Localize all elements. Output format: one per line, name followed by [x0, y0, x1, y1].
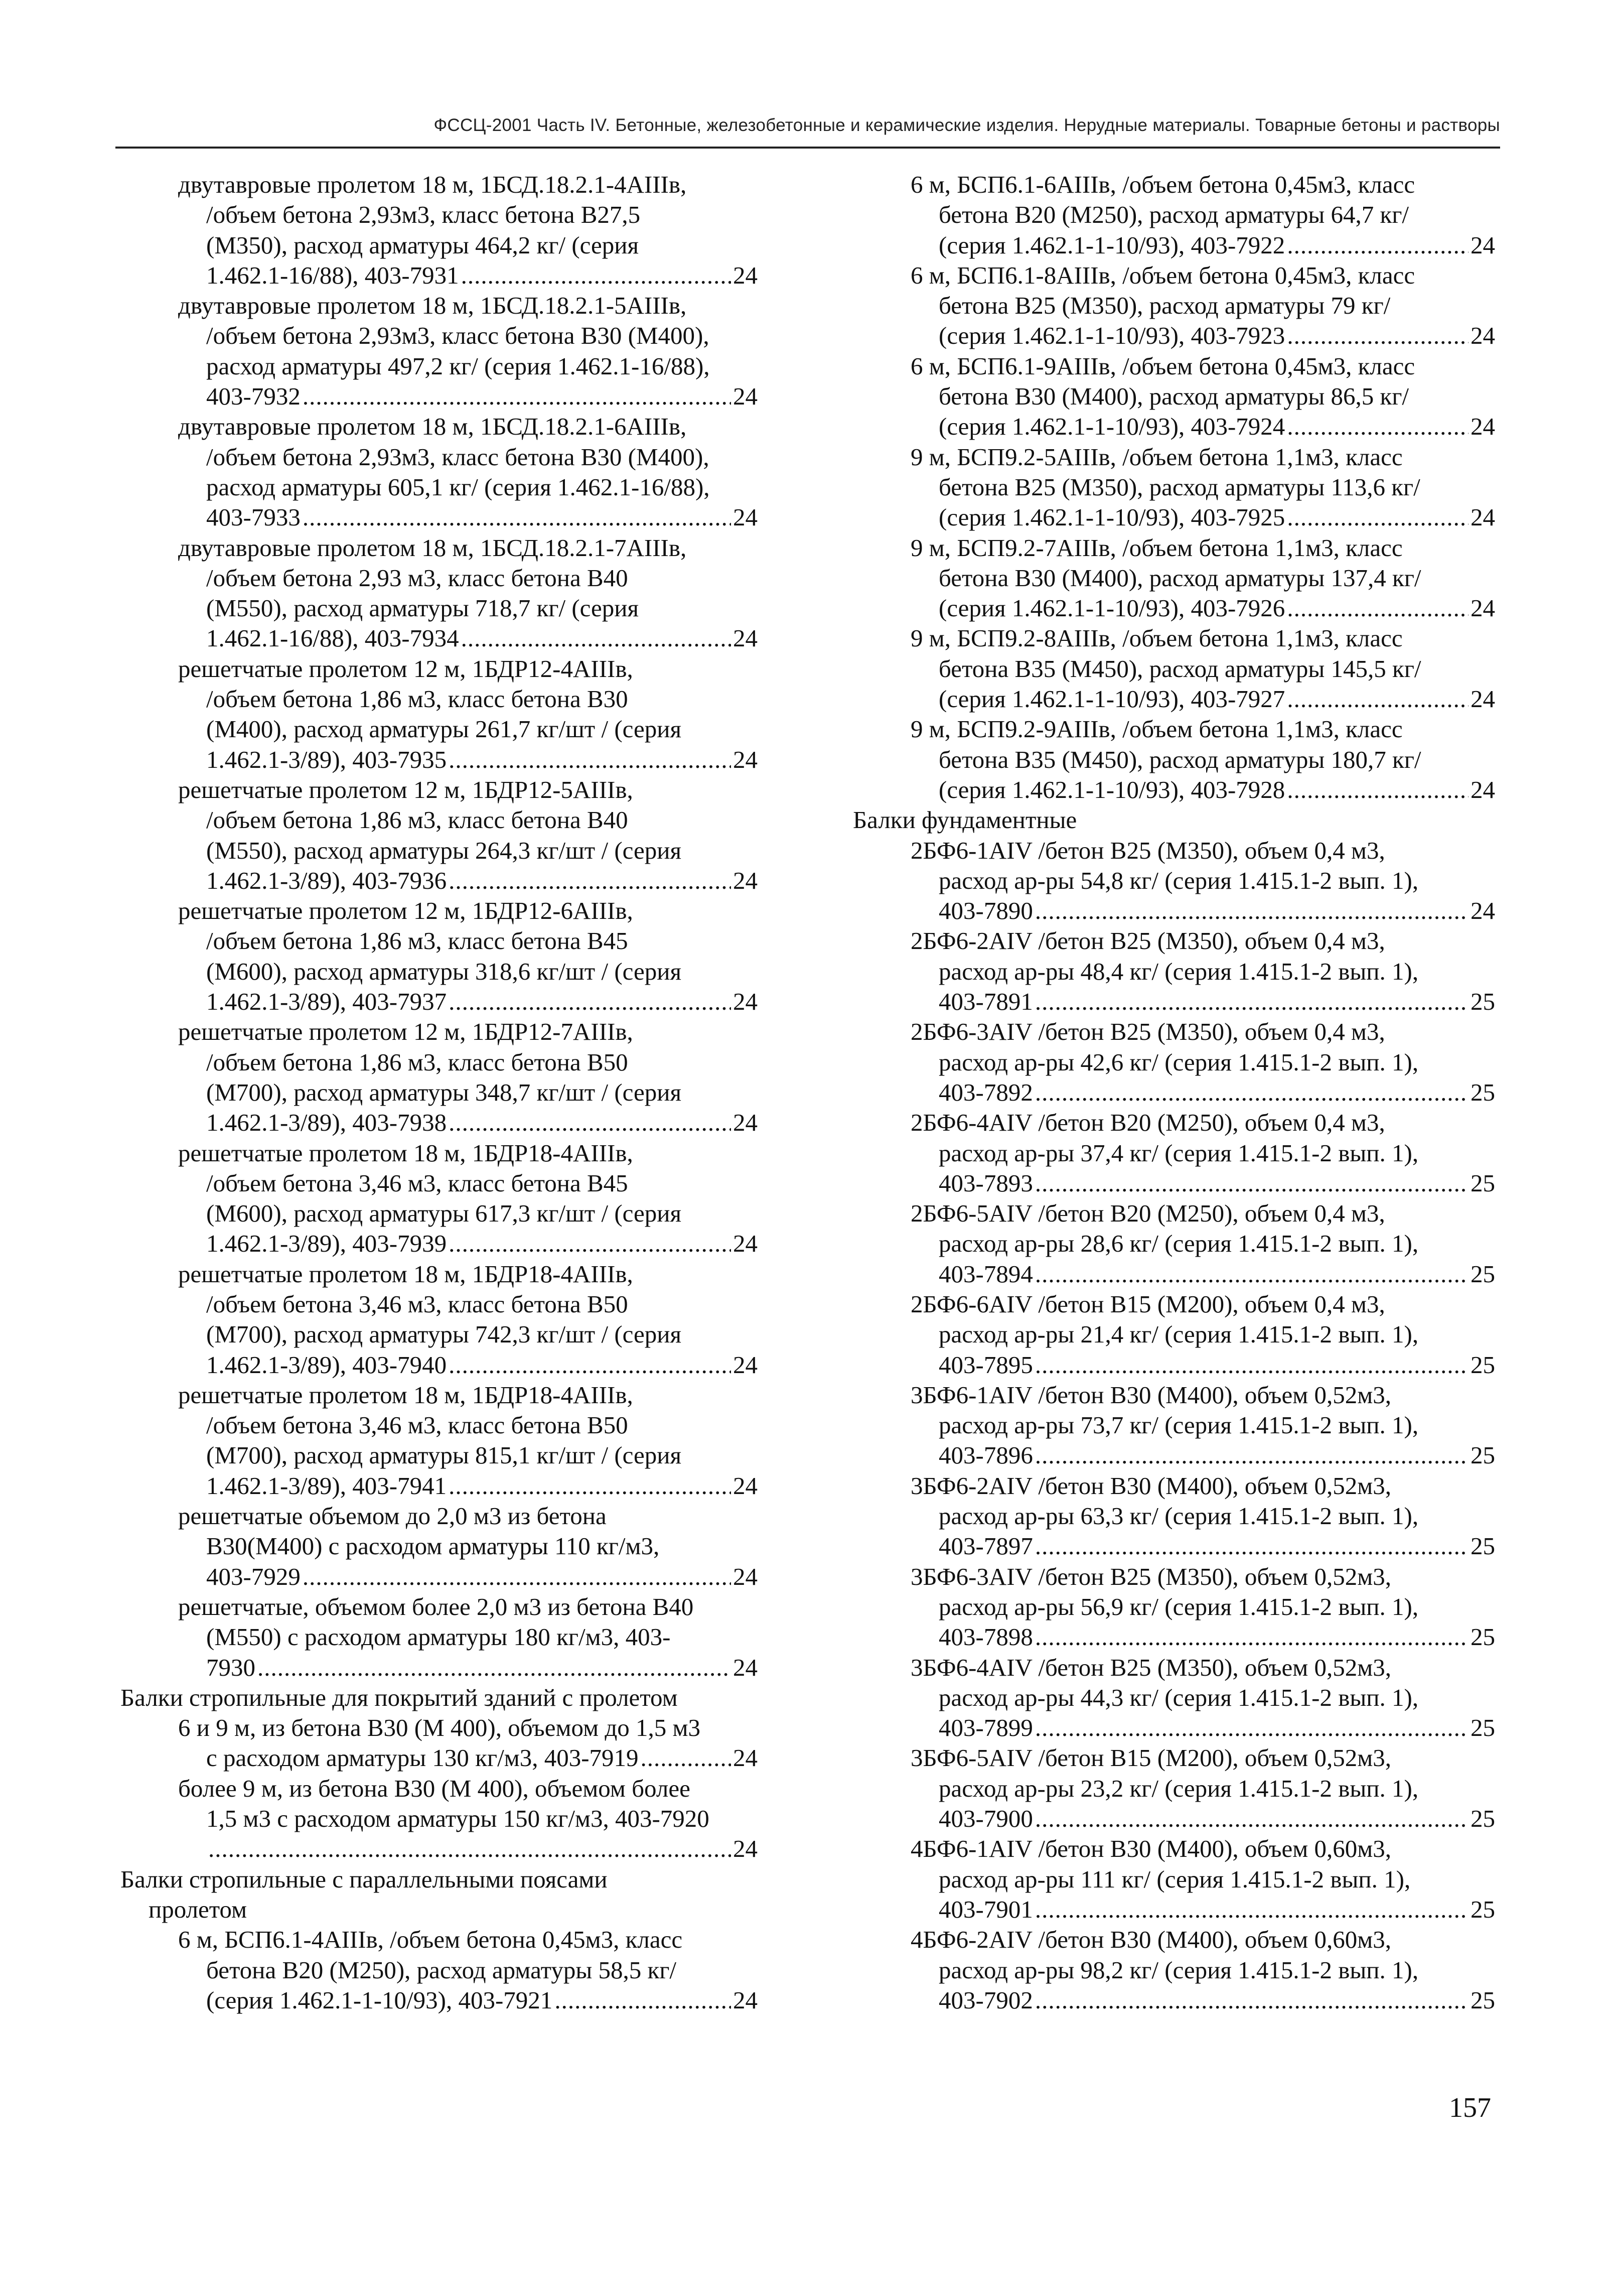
entry-leader-line: [911, 230, 1495, 260]
entry-last-line: 403-7894: [939, 1260, 1033, 1288]
entry-last-line: 403-7891: [939, 988, 1033, 1016]
entry-page-number: 24: [1471, 685, 1495, 713]
entry-last-line: 7930: [206, 1653, 255, 1681]
entry-page-number: 25: [1471, 1986, 1495, 2014]
entry-last-line: (серия 1.462.1-1-10/93), 403-7922: [939, 231, 1285, 259]
dot-leader: [449, 1108, 731, 1138]
dot-leader: [1035, 1077, 1469, 1108]
entry-line: 2БФ6-2АIV /бетон В25 (М350), объем 0,4 м3,: [911, 927, 1385, 955]
entry-leader-line: [911, 412, 1495, 442]
entry-page-number: 25: [1471, 1532, 1495, 1560]
index-entry: [853, 1471, 1495, 1562]
entry-leader-line: [178, 1229, 758, 1259]
entry-line: /объем бетона 2,93м3, класс бетона В30 (М400),: [206, 322, 709, 350]
index-entry: [120, 170, 758, 291]
entry-page-number: 24: [1471, 231, 1495, 259]
dot-leader: [1035, 1713, 1469, 1743]
index-entry: [853, 1925, 1495, 2015]
entry-line: 9 м, БСП9.2-7АIIIв, /объем бетона 1,1м3, класс: [911, 533, 1403, 562]
dot-leader: [1035, 1895, 1469, 1925]
dot-leader: [1035, 1531, 1469, 1561]
entry-last-line: 403-7897: [939, 1532, 1033, 1560]
entry-leader-line: [911, 896, 1495, 926]
entry-leader-line: [178, 502, 758, 532]
index-entry: [853, 1653, 1495, 1743]
entry-line: /объем бетона 1,86 м3, класс бетона В40: [206, 806, 628, 834]
index-entry: [853, 1198, 1495, 1289]
entry-leader-line: [178, 1834, 758, 1864]
index-entry: [120, 1713, 758, 1774]
index-entry: [120, 1380, 758, 1501]
entry-page-number: 24: [733, 1109, 758, 1137]
entry-line: (М550) с расходом арматуры 180 кг/м3, 403-: [206, 1623, 671, 1651]
entry-line: расход ар-ры 28,6 кг/ (серия 1.415.1-2 вып. 1),: [939, 1230, 1419, 1258]
entry-leader-line: [911, 321, 1495, 351]
entry-last-line: (серия 1.462.1-1-10/93), 403-7921: [206, 1986, 553, 2014]
entry-line: 2БФ6-1АIV /бетон В25 (М350), объем 0,4 м3,: [911, 836, 1385, 864]
entry-line: 6 м, БСП6.1-9АIIIв, /объем бетона 0,45м3, класс: [911, 352, 1415, 380]
entry-line: решетчатые объемом до 2,0 м3 из бетона: [178, 1502, 607, 1530]
entry-leader-line: [178, 1471, 758, 1501]
entry-line: В30(М400) с расходом арматуры 110 кг/м3,: [206, 1532, 660, 1560]
index-entry: [120, 533, 758, 654]
entry-line: 2БФ6-5АIV /бетон В20 (М250), объем 0,4 м3,: [911, 1199, 1385, 1228]
entry-page-number: 24: [733, 1986, 758, 2014]
dot-leader: [303, 1562, 731, 1592]
entry-page-number: 25: [1471, 1260, 1495, 1288]
entry-leader-line: [911, 1350, 1495, 1380]
entry-line: (М600), расход арматуры 617,3 кг/шт / (серия: [206, 1199, 682, 1228]
entry-leader-line: [911, 1168, 1495, 1198]
entry-line: /объем бетона 2,93м3, класс бетона В27,5: [206, 201, 641, 229]
entry-last-line: 1.462.1-3/89), 403-7940: [206, 1350, 447, 1379]
entry-leader-line: [911, 684, 1495, 714]
entry-line: бетона В20 (М250), расход арматуры 58,5 кг/: [206, 1956, 677, 1984]
index-entry: [853, 351, 1495, 442]
entry-line: (М600), расход арматуры 318,6 кг/шт / (серия: [206, 957, 682, 985]
left-column: [120, 170, 758, 2015]
entry-page-number: 25: [1471, 988, 1495, 1016]
entry-page-number: 24: [733, 261, 758, 289]
entry-leader-line: [178, 381, 758, 412]
dot-leader: [1035, 1259, 1469, 1289]
entry-last-line: (серия 1.462.1-1-10/93), 403-7925: [939, 503, 1285, 531]
entry-page-number: 24: [1471, 413, 1495, 441]
entry-line: /объем бетона 2,93м3, класс бетона В30 (М400),: [206, 443, 709, 471]
index-entry: [853, 1108, 1495, 1198]
entry-line: расход ар-ры 44,3 кг/ (серия 1.415.1-2 вып. 1),: [939, 1683, 1419, 1711]
entry-line: (М700), расход арматуры 348,7 кг/шт / (серия: [206, 1078, 682, 1106]
entry-line: более 9 м, из бетона В30 (М 400), объемом более: [178, 1774, 690, 1802]
entry-line: расход ар-ры 42,6 кг/ (серия 1.415.1-2 вып. 1),: [939, 1048, 1419, 1076]
entry-line: двутавровые пролетом 18 м, 1БСД.18.2.1-6АIIIв,: [178, 413, 687, 441]
entry-line: пролетом: [149, 1895, 247, 1923]
entry-line: расход арматуры 605,1 кг/ (серия 1.462.1-16/88),: [206, 473, 710, 501]
entry-leader-line: [178, 260, 758, 291]
entry-last-line: 403-7901: [939, 1895, 1033, 1923]
index-entry: [853, 1380, 1495, 1471]
entry-line: 6 м, БСП6.1-6АIIIв, /объем бетона 0,45м3, класс: [911, 171, 1415, 198]
header-title: ФССЦ-2001 Часть IV. Бетонные, железобетонные и керамические изделия. Нерудные материалы. Товарные бетоны и растворы: [433, 115, 1500, 135]
entry-page-number: 25: [1471, 1441, 1495, 1469]
entry-line: /объем бетона 1,86 м3, класс бетона В30: [206, 685, 628, 713]
entry-line: Балки фундаментные: [853, 806, 1077, 834]
entry-last-line: 403-7895: [939, 1350, 1033, 1379]
entry-line: решетчатые, объемом более 2,0 м3 из бетона В40: [178, 1592, 694, 1620]
entry-line: 4БФ6-1АIV /бетон В30 (М400), объем 0,60м3,: [911, 1835, 1391, 1863]
entry-leader-line: [911, 1713, 1495, 1743]
entry-leader-line: [178, 623, 758, 653]
dot-leader: [1035, 1350, 1469, 1380]
dot-leader: [1287, 593, 1469, 623]
entry-line: решетчатые пролетом 12 м, 1БДР12-6АIIIв,: [178, 897, 633, 925]
entry-last-line: 403-7902: [939, 1986, 1033, 2014]
entry-last-line: 403-7890: [939, 897, 1033, 925]
entry-last-line: 403-7893: [939, 1169, 1033, 1197]
entry-last-line: 403-7899: [939, 1714, 1033, 1742]
entry-line: решетчатые пролетом 12 м, 1БДР12-4АIIIв,: [178, 654, 633, 683]
index-entry: [853, 1834, 1495, 1925]
entry-line: 6 м, БСП6.1-8АIIIв, /объем бетона 0,45м3, класс: [911, 261, 1415, 289]
index-entry: [853, 442, 1495, 533]
index-section-heading: [120, 1683, 758, 1713]
index-entry: [853, 1743, 1495, 1834]
entry-line: /объем бетона 1,86 м3, класс бетона В45: [206, 927, 628, 955]
entry-page-number: 24: [1471, 775, 1495, 803]
entry-line: расход арматуры 497,2 кг/ (серия 1.462.1-16/88),: [206, 352, 710, 380]
entry-leader-line: [911, 1985, 1495, 2015]
entry-line: 9 м, БСП9.2-9АIIIв, /объем бетона 1,1м3, класс: [911, 715, 1403, 743]
entry-line: 4БФ6-2АIV /бетон В30 (М400), объем 0,60м3,: [911, 1926, 1391, 1954]
index-entry: [853, 714, 1495, 805]
entry-last-line: 403-7932: [206, 382, 301, 411]
entry-page-number: 24: [733, 1653, 758, 1681]
index-entry: [120, 1138, 758, 1259]
entry-last-line: 1.462.1-3/89), 403-7938: [206, 1109, 447, 1137]
dot-leader: [449, 1229, 731, 1259]
entry-line: решетчатые пролетом 18 м, 1БДР18-4АIIIв,: [178, 1381, 633, 1409]
entry-line: (М550), расход арматуры 718,7 кг/ (серия: [206, 594, 639, 622]
index-entry: [120, 1017, 758, 1138]
entry-page-number: 25: [1471, 1623, 1495, 1651]
entry-leader-line: [178, 1743, 758, 1773]
entry-leader-line: [178, 1108, 758, 1138]
entry-leader-line: [911, 1531, 1495, 1561]
entry-leader-line: [911, 502, 1495, 532]
dot-leader: [1287, 684, 1469, 714]
entry-page-number: 24: [733, 1471, 758, 1500]
entry-page-number: 24: [733, 1230, 758, 1258]
entry-leader-line: [911, 1895, 1495, 1925]
entry-last-line: 1.462.1-3/89), 403-7937: [206, 988, 447, 1016]
entry-last-line: (серия 1.462.1-1-10/93), 403-7927: [939, 685, 1285, 713]
entry-page-number: 24: [733, 1562, 758, 1590]
page-number: 157: [1449, 2092, 1491, 2123]
entry-line: 9 м, БСП9.2-8АIIIв, /объем бетона 1,1м3, класс: [911, 624, 1403, 652]
dot-leader: [257, 1653, 731, 1683]
entry-line: решетчатые пролетом 12 м, 1БДР12-5АIIIв,: [178, 775, 633, 803]
entry-page-number: 24: [733, 382, 758, 411]
entry-leader-line: [178, 745, 758, 775]
dot-leader: [1035, 1168, 1469, 1198]
entry-line: (М350), расход арматуры 464,2 кг/ (серия: [206, 231, 639, 259]
index-entry: [853, 623, 1495, 714]
entry-line: (М700), расход арматуры 815,1 кг/шт / (серия: [206, 1441, 682, 1469]
entry-line: 3БФ6-5АIV /бетон В15 (М200), объем 0,52м3,: [911, 1744, 1391, 1772]
index-entry: [120, 1925, 758, 2015]
entry-line: расход ар-ры 54,8 кг/ (серия 1.415.1-2 вып. 1),: [939, 866, 1419, 894]
entry-page-number: 25: [1471, 1805, 1495, 1833]
entry-line: расход ар-ры 56,9 кг/ (серия 1.415.1-2 вып. 1),: [939, 1592, 1419, 1620]
index-entry: [120, 775, 758, 896]
dot-leader: [641, 1743, 731, 1773]
entry-page-number: 24: [1471, 594, 1495, 622]
entry-line: решетчатые пролетом 12 м, 1БДР12-7АIIIв,: [178, 1018, 633, 1046]
entry-line: 2БФ6-4АIV /бетон В20 (М250), объем 0,4 м3,: [911, 1109, 1385, 1137]
entry-last-line: с расходом арматуры 130 кг/м3, 403-7919: [206, 1744, 639, 1772]
entry-page-number: 24: [1471, 503, 1495, 531]
entry-line: /объем бетона 3,46 м3, класс бетона В50: [206, 1411, 628, 1439]
entry-leader-line: [911, 1077, 1495, 1108]
entry-page-number: 24: [733, 988, 758, 1016]
entry-line: расход ар-ры 37,4 кг/ (серия 1.415.1-2 вып. 1),: [939, 1139, 1419, 1167]
dot-leader: [1035, 896, 1469, 926]
index-entry: [853, 836, 1495, 926]
entry-line: бетона В20 (М250), расход арматуры 64,7 кг/: [939, 201, 1409, 229]
entry-line: 3БФ6-4АIV /бетон В25 (М350), объем 0,52м3,: [911, 1653, 1391, 1681]
entry-last-line: 403-7900: [939, 1805, 1033, 1833]
entry-last-line: 403-7929: [206, 1562, 301, 1590]
entry-line: расход ар-ры 21,4 кг/ (серия 1.415.1-2 вып. 1),: [939, 1320, 1419, 1348]
entry-line: бетона В35 (М450), расход арматуры 145,5 кг/: [939, 654, 1421, 683]
index-entry: [120, 1501, 758, 1592]
dot-leader: [208, 1834, 731, 1864]
entry-line: расход ар-ры 63,3 кг/ (серия 1.415.1-2 вып. 1),: [939, 1502, 1419, 1530]
index-entry: [120, 1774, 758, 1864]
entry-page-number: 25: [1471, 1169, 1495, 1197]
entry-page-number: 24: [733, 866, 758, 894]
dot-leader: [1035, 987, 1469, 1017]
entry-last-line: 1.462.1-3/89), 403-7936: [206, 866, 447, 894]
entry-line: двутавровые пролетом 18 м, 1БСД.18.2.1-4АIIIв,: [178, 171, 687, 198]
index-entry: [853, 926, 1495, 1017]
entry-last-line: (серия 1.462.1-1-10/93), 403-7928: [939, 775, 1285, 803]
index-section-heading: [120, 1864, 758, 1925]
index-entry: [120, 1592, 758, 1683]
entry-last-line: 1.462.1-3/89), 403-7941: [206, 1471, 447, 1500]
dot-leader: [461, 260, 731, 291]
entry-line: решетчатые пролетом 18 м, 1БДР18-4АIIIв,: [178, 1260, 633, 1288]
entry-page-number: 25: [1471, 1350, 1495, 1379]
dot-leader: [1287, 502, 1469, 532]
entry-last-line: 403-7892: [939, 1078, 1033, 1106]
index-entry: [120, 654, 758, 775]
dot-leader: [1035, 1440, 1469, 1470]
dot-leader: [449, 1350, 731, 1380]
entry-line: двутавровые пролетом 18 м, 1БСД.18.2.1-7АIIIв,: [178, 533, 687, 562]
entry-line: /объем бетона 3,46 м3, класс бетона В45: [206, 1169, 628, 1197]
entry-last-line: 1.462.1-16/88), 403-7934: [206, 624, 459, 652]
entry-line: расход ар-ры 73,7 кг/ (серия 1.415.1-2 вып. 1),: [939, 1411, 1419, 1439]
entry-last-line: 1.462.1-3/89), 403-7939: [206, 1230, 447, 1258]
entry-leader-line: [911, 775, 1495, 805]
entry-leader-line: [911, 1440, 1495, 1470]
entry-line: расход ар-ры 23,2 кг/ (серия 1.415.1-2 вып. 1),: [939, 1774, 1419, 1802]
entry-last-line: 1.462.1-3/89), 403-7935: [206, 745, 447, 773]
entry-leader-line: [178, 987, 758, 1017]
entry-line: 9 м, БСП9.2-5АIIIв, /объем бетона 1,1м3, класс: [911, 443, 1403, 471]
entry-line: Балки стропильные с параллельными поясами: [120, 1865, 608, 1893]
running-header: [115, 111, 1500, 149]
index-entry: [853, 1562, 1495, 1653]
entry-line: 2БФ6-6АIV /бетон В15 (М200), объем 0,4 м3,: [911, 1290, 1385, 1318]
entry-line: /объем бетона 3,46 м3, класс бетона В50: [206, 1290, 628, 1318]
entry-page-number: 25: [1471, 1714, 1495, 1742]
entry-leader-line: [911, 1622, 1495, 1652]
index-entry: [853, 1017, 1495, 1108]
entry-line: бетона В25 (М350), расход арматуры 113,6 кг/: [939, 473, 1420, 501]
entry-line: расход ар-ры 111 кг/ (серия 1.415.1-2 вып. 1),: [939, 1865, 1411, 1893]
dot-leader: [1287, 321, 1469, 351]
entry-line: бетона В25 (М350), расход арматуры 79 кг/: [939, 292, 1391, 320]
entry-leader-line: [178, 1653, 758, 1683]
index-entry: [853, 533, 1495, 624]
index-entry: [120, 1259, 758, 1380]
dot-leader: [1035, 1804, 1469, 1834]
entry-line: /объем бетона 1,86 м3, класс бетона В50: [206, 1048, 628, 1076]
right-column: [853, 170, 1495, 2015]
entry-line: Балки стропильные для покрытий зданий с пролетом: [120, 1683, 678, 1711]
entry-line: 3БФ6-2АIV /бетон В30 (М400), объем 0,52м3,: [911, 1471, 1391, 1500]
entry-last-line: (серия 1.462.1-1-10/93), 403-7926: [939, 594, 1285, 622]
index-section-heading: [853, 805, 1495, 835]
entry-page-number: 25: [1471, 1895, 1495, 1923]
entry-last-line: 403-7896: [939, 1441, 1033, 1469]
entry-page-number: 24: [733, 503, 758, 531]
entry-last-line: (серия 1.462.1-1-10/93), 403-7923: [939, 322, 1285, 350]
entry-line: 6 м, БСП6.1-4АIIIв, /объем бетона 0,45м3, класс: [178, 1926, 683, 1954]
index-entry: [853, 260, 1495, 351]
entry-leader-line: [911, 1259, 1495, 1289]
dot-leader: [303, 502, 731, 532]
index-entry: [120, 896, 758, 1017]
entry-line: (М400), расход арматуры 261,7 кг/шт / (серия: [206, 715, 682, 743]
entry-last-line: 403-7898: [939, 1623, 1033, 1651]
entry-line: /объем бетона 2,93 м3, класс бетона В40: [206, 564, 628, 592]
entry-page-number: 24: [1471, 897, 1495, 925]
dot-leader: [449, 987, 731, 1017]
entry-last-line: (серия 1.462.1-1-10/93), 403-7924: [939, 413, 1285, 441]
dot-leader: [461, 623, 731, 653]
entry-leader-line: [911, 593, 1495, 623]
entry-page-number: 24: [733, 1835, 758, 1863]
entry-line: 2БФ6-3АIV /бетон В25 (М350), объем 0,4 м3,: [911, 1018, 1385, 1046]
entry-page-number: 24: [733, 1744, 758, 1772]
entry-line: 1,5 м3 с расходом арматуры 150 кг/м3, 403-7920: [206, 1805, 709, 1833]
entry-line: решетчатые пролетом 18 м, 1БДР18-4АIIIв,: [178, 1139, 633, 1167]
entry-page-number: 24: [733, 745, 758, 773]
entry-leader-line: [911, 987, 1495, 1017]
dot-leader: [449, 1471, 731, 1501]
dot-leader: [1287, 412, 1469, 442]
entry-last-line: 1.462.1-16/88), 403-7931: [206, 261, 459, 289]
dot-leader: [303, 381, 731, 412]
dot-leader: [1035, 1985, 1469, 2015]
entry-line: бетона В35 (М450), расход арматуры 180,7 кг/: [939, 745, 1421, 773]
entry-line: (М700), расход арматуры 742,3 кг/шт / (серия: [206, 1320, 682, 1348]
entry-line: двутавровые пролетом 18 м, 1БСД.18.2.1-5АIIIв,: [178, 292, 687, 320]
index-entry: [120, 412, 758, 532]
entry-leader-line: [178, 1562, 758, 1592]
entry-page-number: 25: [1471, 1078, 1495, 1106]
entry-last-line: 403-7933: [206, 503, 301, 531]
index-entry: [853, 1289, 1495, 1380]
index-entry: [853, 170, 1495, 260]
dot-leader: [554, 1985, 731, 2015]
entry-leader-line: [911, 1804, 1495, 1834]
entry-page-number: 24: [733, 624, 758, 652]
entry-leader-line: [178, 1985, 758, 2015]
dot-leader: [449, 866, 731, 896]
dot-leader: [449, 745, 731, 775]
entry-line: 3БФ6-1АIV /бетон В30 (М400), объем 0,52м3,: [911, 1381, 1391, 1409]
dot-leader: [1287, 230, 1469, 260]
entry-line: (М550), расход арматуры 264,3 кг/шт / (серия: [206, 836, 682, 864]
entry-line: бетона В30 (М400), расход арматуры 137,4 кг/: [939, 564, 1421, 592]
entry-page-number: 24: [733, 1350, 758, 1379]
entry-line: 3БФ6-3АIV /бетон В25 (М350), объем 0,52м3,: [911, 1562, 1391, 1590]
index-entry: [120, 291, 758, 412]
entry-line: расход ар-ры 98,2 кг/ (серия 1.415.1-2 вып. 1),: [939, 1956, 1419, 1984]
entry-leader-line: [178, 1350, 758, 1380]
entry-leader-line: [178, 866, 758, 896]
entry-page-number: 24: [1471, 322, 1495, 350]
dot-leader: [1035, 1622, 1469, 1652]
dot-leader: [1287, 775, 1469, 805]
entry-line: расход ар-ры 48,4 кг/ (серия 1.415.1-2 вып. 1),: [939, 957, 1419, 985]
entry-line: бетона В30 (М400), расход арматуры 86,5 кг/: [939, 382, 1409, 411]
entry-line: 6 и 9 м, из бетона В30 (М 400), объемом до 1,5 м3: [178, 1714, 701, 1742]
